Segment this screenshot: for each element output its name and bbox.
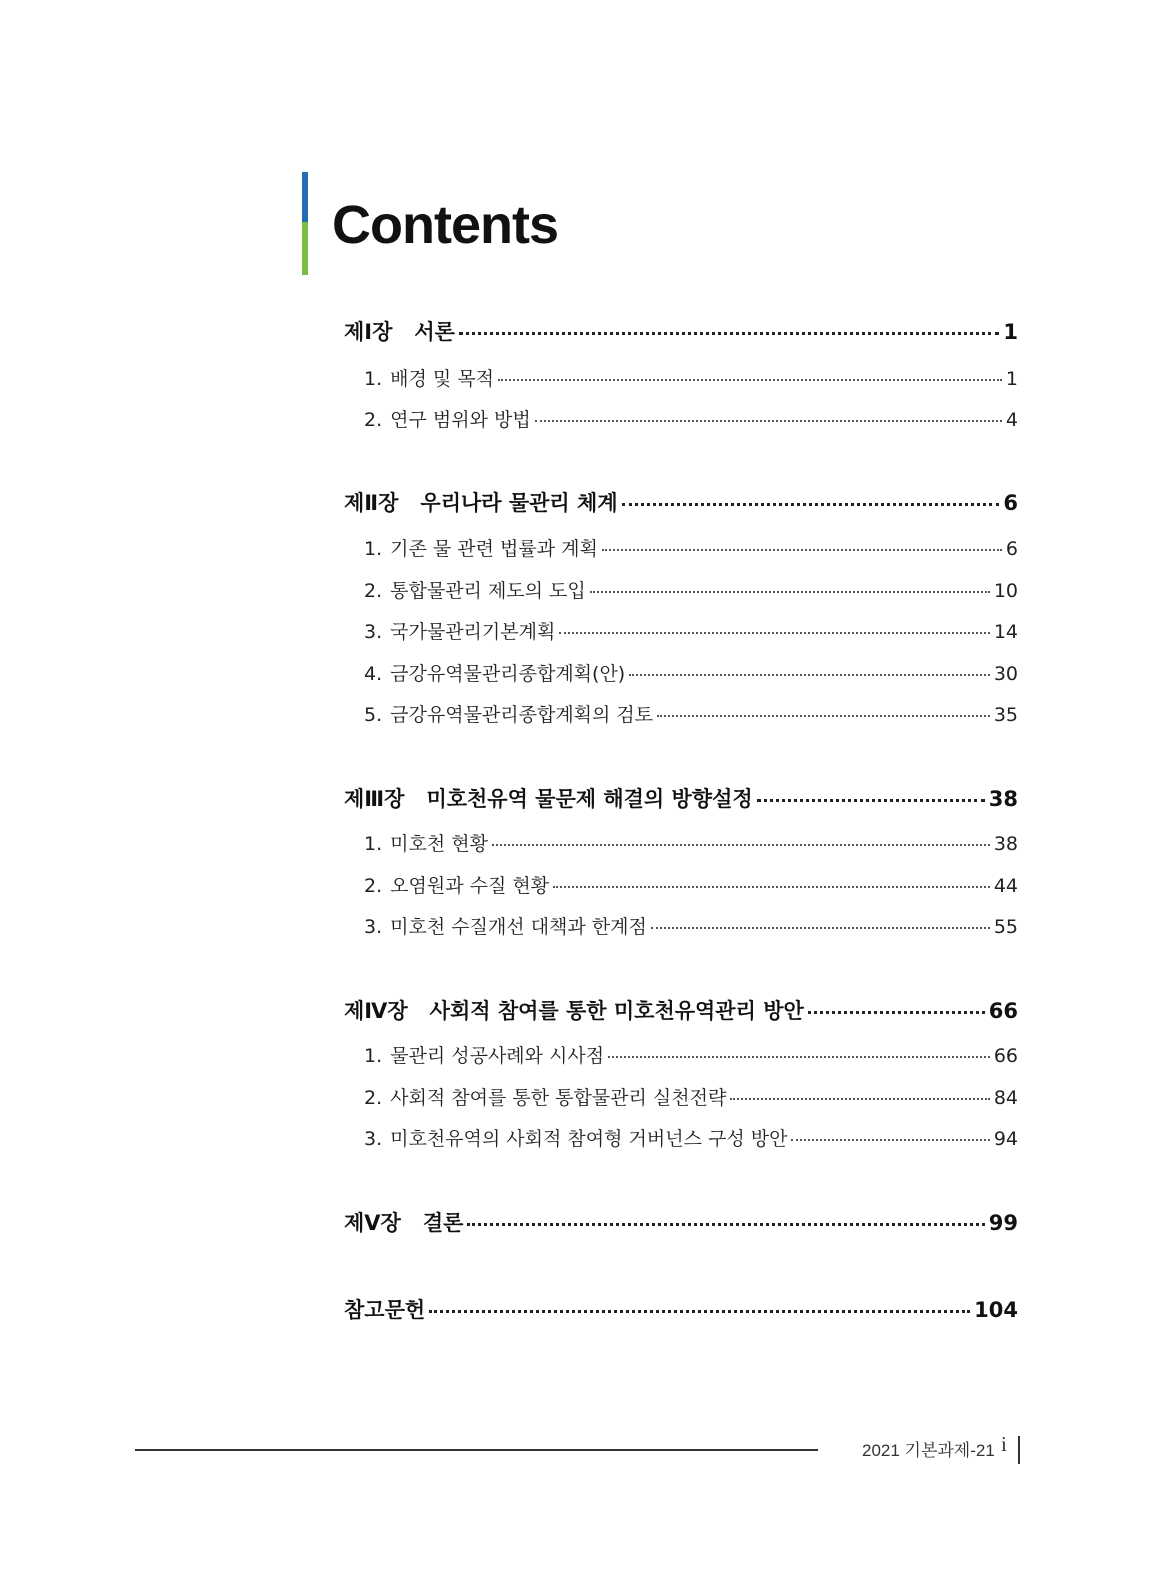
toc-references[interactable] [0, 1294, 1018, 1324]
chapter-page: 6 [1003, 491, 1018, 515]
footer-report-id: 2021 기본과제-21 [862, 1441, 995, 1460]
toc-chapter-5[interactable] [0, 1207, 1018, 1237]
section-page: 30 [993, 663, 1018, 685]
toc-section[interactable] [0, 700, 1018, 727]
section-page: 10 [993, 580, 1018, 602]
toc-chapter-3[interactable] [0, 783, 1018, 813]
chapter-title: 제Ⅳ장 사회적 참여를 통한 미호천유역관리 방안 [344, 995, 804, 1025]
leader-dots [429, 1310, 970, 1313]
toc-section[interactable] [0, 1041, 1018, 1068]
chapter-page: 99 [988, 1211, 1018, 1235]
toc-section[interactable] [0, 871, 1018, 898]
section-title: 1. 기존 물 관련 법률과 계획 [364, 538, 598, 560]
section-page: 6 [1005, 538, 1018, 560]
leader-dots [651, 927, 990, 929]
page-title: Contents [332, 195, 558, 255]
leader-dots [730, 1098, 989, 1100]
toc-section[interactable] [0, 1083, 1018, 1110]
leader-dots [498, 379, 1002, 381]
footer-divider [1018, 1436, 1020, 1464]
section-page: 55 [993, 916, 1018, 938]
leader-dots [535, 420, 1002, 422]
chapter-number: 제Ⅰ장 [344, 320, 393, 344]
chapter-page: 38 [988, 787, 1018, 811]
footer-page-number: i [1001, 1432, 1007, 1456]
toc-section[interactable] [0, 405, 1018, 432]
leader-dots [629, 674, 990, 676]
section-title: 3. 미호천유역의 사회적 참여형 거버넌스 구성 방안 [364, 1128, 788, 1150]
section-title: 5. 금강유역물관리종합계획의 검토 [364, 704, 654, 726]
section-title: 2. 오염원과 수질 현황 [364, 875, 550, 897]
section-title: 2. 사회적 참여를 통한 통합물관리 실천전략 [364, 1087, 727, 1109]
chapter-title: 제Ⅰ장 서론 [344, 316, 455, 346]
chapter-page: 66 [988, 999, 1018, 1023]
toc-section[interactable] [0, 659, 1018, 686]
title-accent-green [302, 222, 308, 275]
chapter-number: 제Ⅳ장 [344, 999, 408, 1023]
chapter-number: 제Ⅲ장 [344, 787, 405, 811]
toc-section[interactable] [0, 617, 1018, 644]
section-page: 44 [993, 875, 1018, 897]
chapter-title: 참고문헌 [344, 1298, 426, 1322]
toc-section[interactable] [0, 912, 1018, 939]
section-page: 4 [1005, 409, 1018, 431]
chapter-page: 1 [1003, 320, 1018, 344]
toc-section[interactable] [0, 534, 1018, 561]
leader-dots [492, 844, 990, 846]
leader-dots [559, 632, 989, 634]
section-page: 1 [1005, 368, 1018, 390]
toc-section[interactable] [0, 364, 1018, 391]
section-title: 2. 통합물관리 제도의 도입 [364, 580, 586, 602]
toc-chapter-4[interactable] [0, 995, 1018, 1025]
leader-dots [553, 886, 990, 888]
chapter-page: 104 [974, 1298, 1018, 1322]
leader-dots [459, 332, 999, 335]
leader-dots [622, 503, 1000, 506]
chapter-number: 제Ⅱ장 [344, 491, 399, 515]
toc-section[interactable] [0, 829, 1018, 856]
section-page: 66 [993, 1045, 1018, 1067]
toc-section[interactable] [0, 1124, 1018, 1151]
section-title: 2. 연구 범위와 방법 [364, 409, 531, 431]
chapter-number: 제Ⅴ장 [344, 1211, 401, 1235]
section-title: 4. 금강유역물관리종합계획(안) [364, 663, 626, 685]
leader-dots [791, 1139, 989, 1141]
title-accent-blue [302, 172, 308, 222]
chapter-title: 제Ⅱ장 우리나라 물관리 체계 [344, 487, 618, 517]
leader-dots [657, 715, 990, 717]
section-page: 94 [993, 1128, 1018, 1150]
toc-chapter-1[interactable] [0, 316, 1018, 346]
footer-rule [135, 1449, 818, 1451]
chapter-title: 제Ⅲ장 미호천유역 물문제 해결의 방향설정 [344, 783, 753, 813]
toc-chapter-2[interactable] [0, 487, 1018, 517]
section-page: 35 [993, 704, 1018, 726]
leader-dots [602, 549, 1002, 551]
leader-dots [467, 1223, 984, 1226]
section-title: 1. 미호천 현황 [364, 833, 488, 855]
section-title: 3. 미호천 수질개선 대책과 한계점 [364, 916, 647, 938]
section-page: 38 [993, 833, 1018, 855]
section-title: 1. 배경 및 목적 [364, 368, 494, 390]
section-page: 84 [993, 1087, 1018, 1109]
leader-dots [590, 591, 990, 593]
section-title: 1. 물관리 성공사례와 시사점 [364, 1045, 605, 1067]
leader-dots [808, 1011, 985, 1014]
toc-section[interactable] [0, 576, 1018, 603]
section-page: 14 [993, 621, 1018, 643]
chapter-title: 제Ⅴ장 결론 [344, 1207, 463, 1237]
section-title: 3. 국가물관리기본계획 [364, 621, 556, 643]
leader-dots [608, 1056, 990, 1058]
leader-dots [757, 799, 985, 802]
